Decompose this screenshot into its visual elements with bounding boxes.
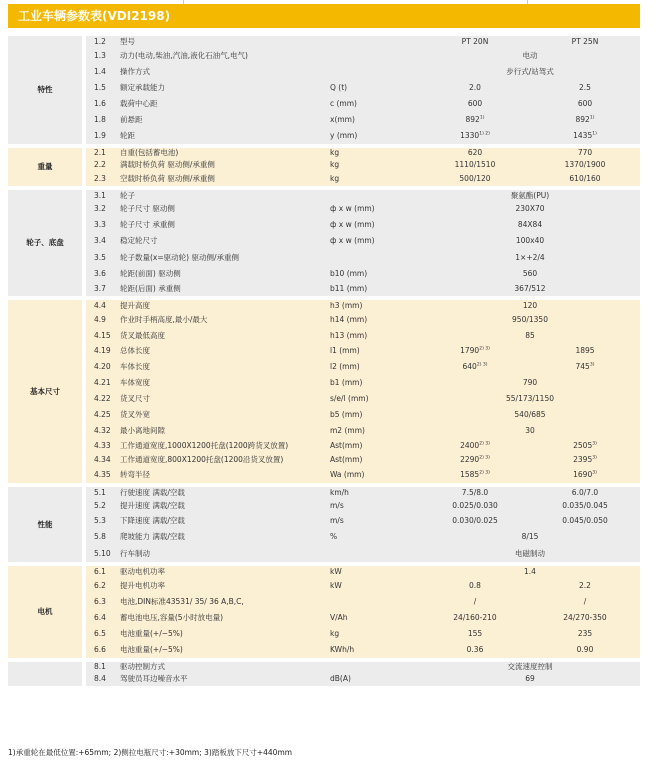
row-value-pt20n-text: 600	[467, 99, 483, 109]
row-code: 6.2	[86, 578, 120, 594]
row-unit: Wa (mm)	[330, 467, 420, 483]
table-row	[8, 232, 640, 250]
table-row	[8, 32, 640, 48]
row-description: 提升速度 满载/空载	[120, 498, 330, 513]
row-code: 3.5	[86, 250, 120, 266]
row-description: 空载时桥负荷 驱动侧/承重侧	[120, 172, 330, 186]
row-code: 6.4	[86, 610, 120, 626]
row-description: 总体长度	[120, 343, 330, 359]
row-code: 5.2	[86, 498, 120, 513]
row-unit: kW	[330, 578, 420, 594]
row-value-pt25n-text: 745	[575, 362, 590, 372]
row-value-pt25n	[530, 172, 640, 186]
row-description: 电池,DIN标准43531/ 35/ 36 A,B,C,	[120, 594, 330, 610]
row-description: 工作通道宽度,800X1200托盘(1200沿货叉放置)	[120, 453, 330, 467]
row-unit: kg	[330, 172, 420, 186]
footnote-ref: 2) 3)	[479, 455, 490, 461]
row-value-both: 30	[420, 423, 640, 439]
row-code: 5.3	[86, 513, 120, 528]
row-description: 货叉外宽	[120, 407, 330, 423]
footnote-ref: 2) 3)	[476, 362, 488, 368]
row-unit: b10 (mm)	[330, 266, 420, 281]
row-value-pt25n	[530, 513, 640, 528]
row-value-pt20n	[420, 467, 530, 483]
table-row	[8, 96, 640, 112]
footnote-ref: 1)	[479, 115, 485, 121]
row-value-pt20n	[420, 158, 530, 172]
row-code: 3.2	[86, 201, 120, 217]
row-code: 3.6	[86, 266, 120, 281]
row-unit: h3 (mm)	[330, 296, 420, 312]
row-value-both: 1.4	[420, 562, 640, 578]
row-unit	[330, 594, 420, 610]
row-value-pt20n	[420, 483, 530, 498]
row-value-both: 540/685	[420, 407, 640, 423]
row-unit	[330, 658, 420, 672]
row-value-pt20n-text: 0.030/0.025	[452, 515, 498, 525]
section-label: 重量	[8, 144, 82, 186]
row-unit: kW	[330, 562, 420, 578]
row-value-pt25n	[530, 483, 640, 498]
row-value-pt25n-text: PT 25N	[571, 37, 599, 47]
table-title: 工业车辆参数表(VDI2198)	[8, 4, 640, 28]
table-row	[8, 64, 640, 80]
row-description: 轮子尺寸 驱动侧	[120, 201, 330, 217]
table-row	[8, 391, 640, 407]
row-value-pt25n-text: /	[583, 597, 587, 607]
row-value-both: 950/1350	[420, 312, 640, 328]
row-value-pt20n	[420, 453, 530, 467]
table-row	[8, 626, 640, 642]
table-row	[8, 513, 640, 528]
row-value-pt25n-text: 600	[577, 99, 593, 109]
footnote-ref: 2) 3)	[479, 346, 490, 352]
row-description: 蓄电池电压,容量(5小时放电量)	[120, 610, 330, 626]
row-unit: h14 (mm)	[330, 312, 420, 328]
table-row	[8, 642, 640, 658]
row-unit: c (mm)	[330, 96, 420, 112]
row-unit: x(mm)	[330, 112, 420, 128]
row-value-pt25n-text: 2395	[573, 455, 593, 465]
row-value-pt25n	[530, 610, 640, 626]
row-value-pt20n-text: 1585	[460, 470, 480, 480]
row-code: 3.4	[86, 232, 120, 250]
section-label: 电机	[8, 562, 82, 658]
row-value-pt25n	[530, 158, 640, 172]
row-value-pt25n-text: 24/270-350	[563, 613, 607, 623]
row-value-pt20n	[420, 112, 530, 128]
footnote-ref: 3)	[589, 362, 595, 368]
table-row	[8, 439, 640, 453]
row-value-both: 交流速度控制	[420, 658, 640, 672]
footnote-ref: 3)	[592, 470, 597, 476]
footnote-ref: 3)	[592, 441, 597, 447]
row-description: 自重(包括蓄电池)	[120, 144, 330, 158]
row-code: 2.2	[86, 158, 120, 172]
row-description: 前悬距	[120, 112, 330, 128]
row-code: 4.19	[86, 343, 120, 359]
table-row	[8, 172, 640, 186]
table-row	[8, 483, 640, 498]
row-value-pt25n	[530, 343, 640, 359]
row-code: 1.4	[86, 64, 120, 80]
row-description: 电池重量(+/−5%)	[120, 642, 330, 658]
row-value-pt20n-text: 500/120	[459, 174, 491, 184]
row-value-pt20n	[420, 642, 530, 658]
row-value-both: 85	[420, 328, 640, 343]
row-unit: l1 (mm)	[330, 343, 420, 359]
footnote-ref: 1)	[592, 131, 597, 137]
row-description: 轮距(后面) 承重侧	[120, 281, 330, 296]
table-row	[8, 328, 640, 343]
row-value-pt20n	[420, 610, 530, 626]
row-value-pt25n-text: 770	[577, 148, 593, 158]
row-value-pt25n-text: 235	[577, 629, 593, 639]
row-value-pt25n	[530, 112, 640, 128]
row-value-pt20n	[420, 594, 530, 610]
table-row	[8, 281, 640, 296]
table-row	[8, 578, 640, 594]
table-row	[8, 658, 640, 672]
row-description: 轮距	[120, 128, 330, 144]
row-unit: b1 (mm)	[330, 375, 420, 391]
row-code: 4.15	[86, 328, 120, 343]
row-code: 3.3	[86, 217, 120, 232]
row-value-both: 电磁制动	[420, 546, 640, 562]
row-description: 额定承载能力	[120, 80, 330, 96]
row-description: 型号	[120, 32, 330, 48]
row-code: 2.3	[86, 172, 120, 186]
row-description: 轮子尺寸 承重侧	[120, 217, 330, 232]
row-description: 动力(电动,柴油,汽油,液化石油气,电气)	[120, 48, 330, 64]
row-description: 驾驶员耳边噪音水平	[120, 672, 330, 686]
row-value-pt25n	[530, 626, 640, 642]
row-description: 提升电机功率	[120, 578, 330, 594]
row-value-pt25n	[530, 453, 640, 467]
table-row	[8, 467, 640, 483]
row-unit: km/h	[330, 483, 420, 498]
row-unit: l2 (mm)	[330, 359, 420, 375]
row-value-pt20n	[420, 128, 530, 144]
row-value-pt20n	[420, 144, 530, 158]
row-unit: V/Ah	[330, 610, 420, 626]
row-value-pt20n	[420, 498, 530, 513]
table-row	[8, 186, 640, 201]
row-value-pt25n	[530, 439, 640, 453]
row-description: 爬坡能力 满载/空载	[120, 528, 330, 546]
section-label: 轮子、底盘	[8, 186, 82, 296]
row-value-both: 84X84	[420, 217, 640, 232]
row-value-both: 聚氨酯(PU)	[420, 186, 640, 201]
row-unit: kg	[330, 144, 420, 158]
footnote-ref: 1)	[589, 115, 595, 121]
row-code: 8.4	[86, 672, 120, 686]
row-unit: Q (t)	[330, 80, 420, 96]
row-value-pt20n	[420, 172, 530, 186]
row-unit	[330, 64, 420, 80]
row-value-pt25n	[530, 144, 640, 158]
table-row	[8, 217, 640, 232]
row-value-both: 8/15	[420, 528, 640, 546]
table-row	[8, 343, 640, 359]
row-description: 货叉最低高度	[120, 328, 330, 343]
row-unit: h13 (mm)	[330, 328, 420, 343]
row-unit: s/e/l (mm)	[330, 391, 420, 407]
row-description: 满载时桥负荷 驱动侧/承重侧	[120, 158, 330, 172]
row-value-pt20n-text: 2.0	[469, 83, 481, 93]
table-row	[8, 250, 640, 266]
row-code: 4.34	[86, 453, 120, 467]
row-value-pt20n-text: 0.8	[469, 581, 481, 591]
table-row	[8, 528, 640, 546]
row-description: 稳定轮尺寸	[120, 232, 330, 250]
row-description: 驱动控制方式	[120, 658, 330, 672]
row-value-pt20n-text: 0.025/0.030	[452, 500, 498, 510]
footnote-ref: 3)	[592, 455, 597, 461]
row-value-pt20n	[420, 578, 530, 594]
row-description: 行驶速度 满载/空载	[120, 483, 330, 498]
row-value-pt25n	[530, 96, 640, 112]
row-value-pt20n	[420, 80, 530, 96]
row-value-pt20n-text: 1790	[460, 346, 480, 356]
row-value-pt25n-text: 1690	[573, 470, 593, 480]
row-unit: b11 (mm)	[330, 281, 420, 296]
table-row	[8, 201, 640, 217]
footnote-ref: 1) 2)	[479, 131, 490, 137]
row-description: 工作通道宽度,1000X1200托盘(1200跨货叉放置)	[120, 439, 330, 453]
row-code: 4.25	[86, 407, 120, 423]
row-value-pt20n	[420, 343, 530, 359]
row-unit: m/s	[330, 513, 420, 528]
row-value-pt20n-text: 640	[462, 362, 477, 372]
table-row	[8, 423, 640, 439]
row-code: 4.4	[86, 296, 120, 312]
row-value-pt20n-text: 155	[467, 629, 483, 639]
row-unit: m/s	[330, 498, 420, 513]
row-unit: kg	[330, 158, 420, 172]
row-unit: %	[330, 528, 420, 546]
section-label: 性能	[8, 483, 82, 562]
row-unit: ф x w (mm)	[330, 201, 420, 217]
row-code: 4.22	[86, 391, 120, 407]
row-code: 4.21	[86, 375, 120, 391]
row-value-both: 100x40	[420, 232, 640, 250]
row-description: 行车制动	[120, 546, 330, 562]
row-description: 电池重量(+/−5%)	[120, 626, 330, 642]
row-code: 1.9	[86, 128, 120, 144]
row-code: 1.3	[86, 48, 120, 64]
row-code: 2.1	[86, 144, 120, 158]
row-value-both: 790	[420, 375, 640, 391]
spec-table	[8, 32, 640, 686]
row-code: 5.10	[86, 546, 120, 562]
row-code: 5.8	[86, 528, 120, 546]
row-description: 轮距(前面) 驱动侧	[120, 266, 330, 281]
row-value-pt25n-text: 1370/1900	[564, 160, 606, 170]
row-description: 驱动电机功率	[120, 562, 330, 578]
table-row	[8, 266, 640, 281]
row-description: 载荷中心距	[120, 96, 330, 112]
row-value-pt25n-text: 0.045/0.050	[562, 515, 608, 525]
row-value-both: 560	[420, 266, 640, 281]
row-value-pt20n-text: 1330	[460, 131, 480, 141]
table-row	[8, 407, 640, 423]
row-unit: KWh/h	[330, 642, 420, 658]
row-value-pt20n-text: 24/160-210	[453, 613, 497, 623]
row-code: 8.1	[86, 658, 120, 672]
row-unit	[330, 546, 420, 562]
row-description: 最小离地间隙	[120, 423, 330, 439]
row-unit	[330, 250, 420, 266]
row-description: 转弯半径	[120, 467, 330, 483]
row-code: 4.20	[86, 359, 120, 375]
row-value-pt25n	[530, 359, 640, 375]
row-value-pt25n-text: 2505	[573, 441, 593, 451]
row-description: 轮子	[120, 186, 330, 201]
row-value-pt25n	[530, 578, 640, 594]
row-value-pt20n	[420, 32, 530, 48]
table-row	[8, 672, 640, 686]
row-description: 车体宽度	[120, 375, 330, 391]
table-row	[8, 594, 640, 610]
table-row	[8, 453, 640, 467]
row-code: 6.5	[86, 626, 120, 642]
row-value-pt25n	[530, 594, 640, 610]
table-row	[8, 158, 640, 172]
row-value-both: 69	[420, 672, 640, 686]
row-description: 作业时手柄高度,最小/最大	[120, 312, 330, 328]
row-code: 6.6	[86, 642, 120, 658]
row-value-both: 电动	[420, 48, 640, 64]
row-description: 操作方式	[120, 64, 330, 80]
row-value-pt20n-text: 892	[465, 115, 480, 125]
row-description: 提升高度	[120, 296, 330, 312]
row-unit: Ast(mm)	[330, 439, 420, 453]
row-unit: b5 (mm)	[330, 407, 420, 423]
row-value-pt20n-text: 7.5/8.0	[461, 487, 489, 497]
row-value-pt25n	[530, 467, 640, 483]
row-value-pt20n-text: /	[473, 597, 477, 607]
row-code: 6.1	[86, 562, 120, 578]
table-row	[8, 80, 640, 96]
table-row	[8, 375, 640, 391]
row-value-pt25n-text: 1435	[573, 131, 593, 141]
row-value-pt20n-text: 0.36	[466, 645, 484, 655]
row-value-pt20n-text: 2400	[460, 441, 480, 451]
table-row	[8, 359, 640, 375]
row-value-pt25n-text: 892	[575, 115, 590, 125]
row-code: 4.32	[86, 423, 120, 439]
table-row	[8, 296, 640, 312]
row-unit	[330, 48, 420, 64]
table-row	[8, 498, 640, 513]
row-unit: dB(A)	[330, 672, 420, 686]
row-value-pt20n-text: 620	[467, 148, 483, 158]
row-unit: Ast(mm)	[330, 453, 420, 467]
row-value-both: 120	[420, 296, 640, 312]
row-unit: kg	[330, 626, 420, 642]
row-value-pt25n	[530, 128, 640, 144]
footnote-ref: 2) 3)	[479, 441, 490, 447]
row-code: 4.35	[86, 467, 120, 483]
table-row	[8, 144, 640, 158]
row-value-pt25n	[530, 32, 640, 48]
row-value-both: 230X70	[420, 201, 640, 217]
row-unit: ф x w (mm)	[330, 232, 420, 250]
row-code: 3.7	[86, 281, 120, 296]
row-unit	[330, 32, 420, 48]
row-code: 6.3	[86, 594, 120, 610]
row-unit: m2 (mm)	[330, 423, 420, 439]
row-value-pt25n	[530, 80, 640, 96]
row-code: 4.33	[86, 439, 120, 453]
section-label: 特性	[8, 32, 82, 144]
row-value-pt25n-text: 2.2	[579, 581, 591, 591]
row-value-pt25n	[530, 642, 640, 658]
row-code: 1.2	[86, 32, 120, 48]
footnote: 1)承重轮在最低位置:+65mm; 2)侧拉电瓶尺寸:+30mm; 3)踏板放下尺寸+440mm	[8, 748, 293, 757]
table-row	[8, 562, 640, 578]
section-label: 基本尺寸	[8, 296, 82, 483]
row-unit: ф x w (mm)	[330, 217, 420, 232]
row-value-pt20n-text: 2290	[460, 455, 480, 465]
row-code: 1.5	[86, 80, 120, 96]
row-value-pt20n	[420, 96, 530, 112]
row-code: 5.1	[86, 483, 120, 498]
row-value-pt25n-text: 6.0/7.0	[571, 487, 599, 497]
row-unit: y (mm)	[330, 128, 420, 144]
row-value-both: 1×+2/4	[420, 250, 640, 266]
row-value-pt20n	[420, 513, 530, 528]
table-row	[8, 610, 640, 626]
table-row	[8, 128, 640, 144]
row-value-pt20n	[420, 439, 530, 453]
table-row	[8, 112, 640, 128]
row-value-both: 55/173/1150	[420, 391, 640, 407]
row-value-pt20n-text: 1110/1510	[454, 160, 496, 170]
row-value-pt25n-text: 0.90	[576, 645, 594, 655]
row-value-pt25n	[530, 498, 640, 513]
row-code: 1.8	[86, 112, 120, 128]
row-value-both: 367/512	[420, 281, 640, 296]
row-description: 下降速度 满载/空载	[120, 513, 330, 528]
row-value-pt20n-text: PT 20N	[461, 37, 489, 47]
row-code: 3.1	[86, 186, 120, 201]
row-value-pt25n-text: 610/160	[569, 174, 601, 184]
row-value-pt25n-text: 0.035/0.045	[562, 500, 608, 510]
row-code: 4.9	[86, 312, 120, 328]
row-value-pt20n	[420, 626, 530, 642]
row-value-pt20n	[420, 359, 530, 375]
row-description: 轮子数量(x=驱动轮) 驱动侧/承重侧	[120, 250, 330, 266]
table-row	[8, 312, 640, 328]
table-row	[8, 48, 640, 64]
row-unit	[330, 186, 420, 201]
footnote-ref: 2) 3)	[479, 470, 490, 476]
section-label	[8, 658, 82, 686]
row-value-pt25n-text: 2.5	[579, 83, 591, 93]
row-value-both: 步行式/站驾式	[420, 64, 640, 80]
table-row	[8, 546, 640, 562]
row-code: 1.6	[86, 96, 120, 112]
row-description: 车体长度	[120, 359, 330, 375]
row-description: 货叉尺寸	[120, 391, 330, 407]
row-value-pt25n-text: 1895	[575, 346, 595, 356]
